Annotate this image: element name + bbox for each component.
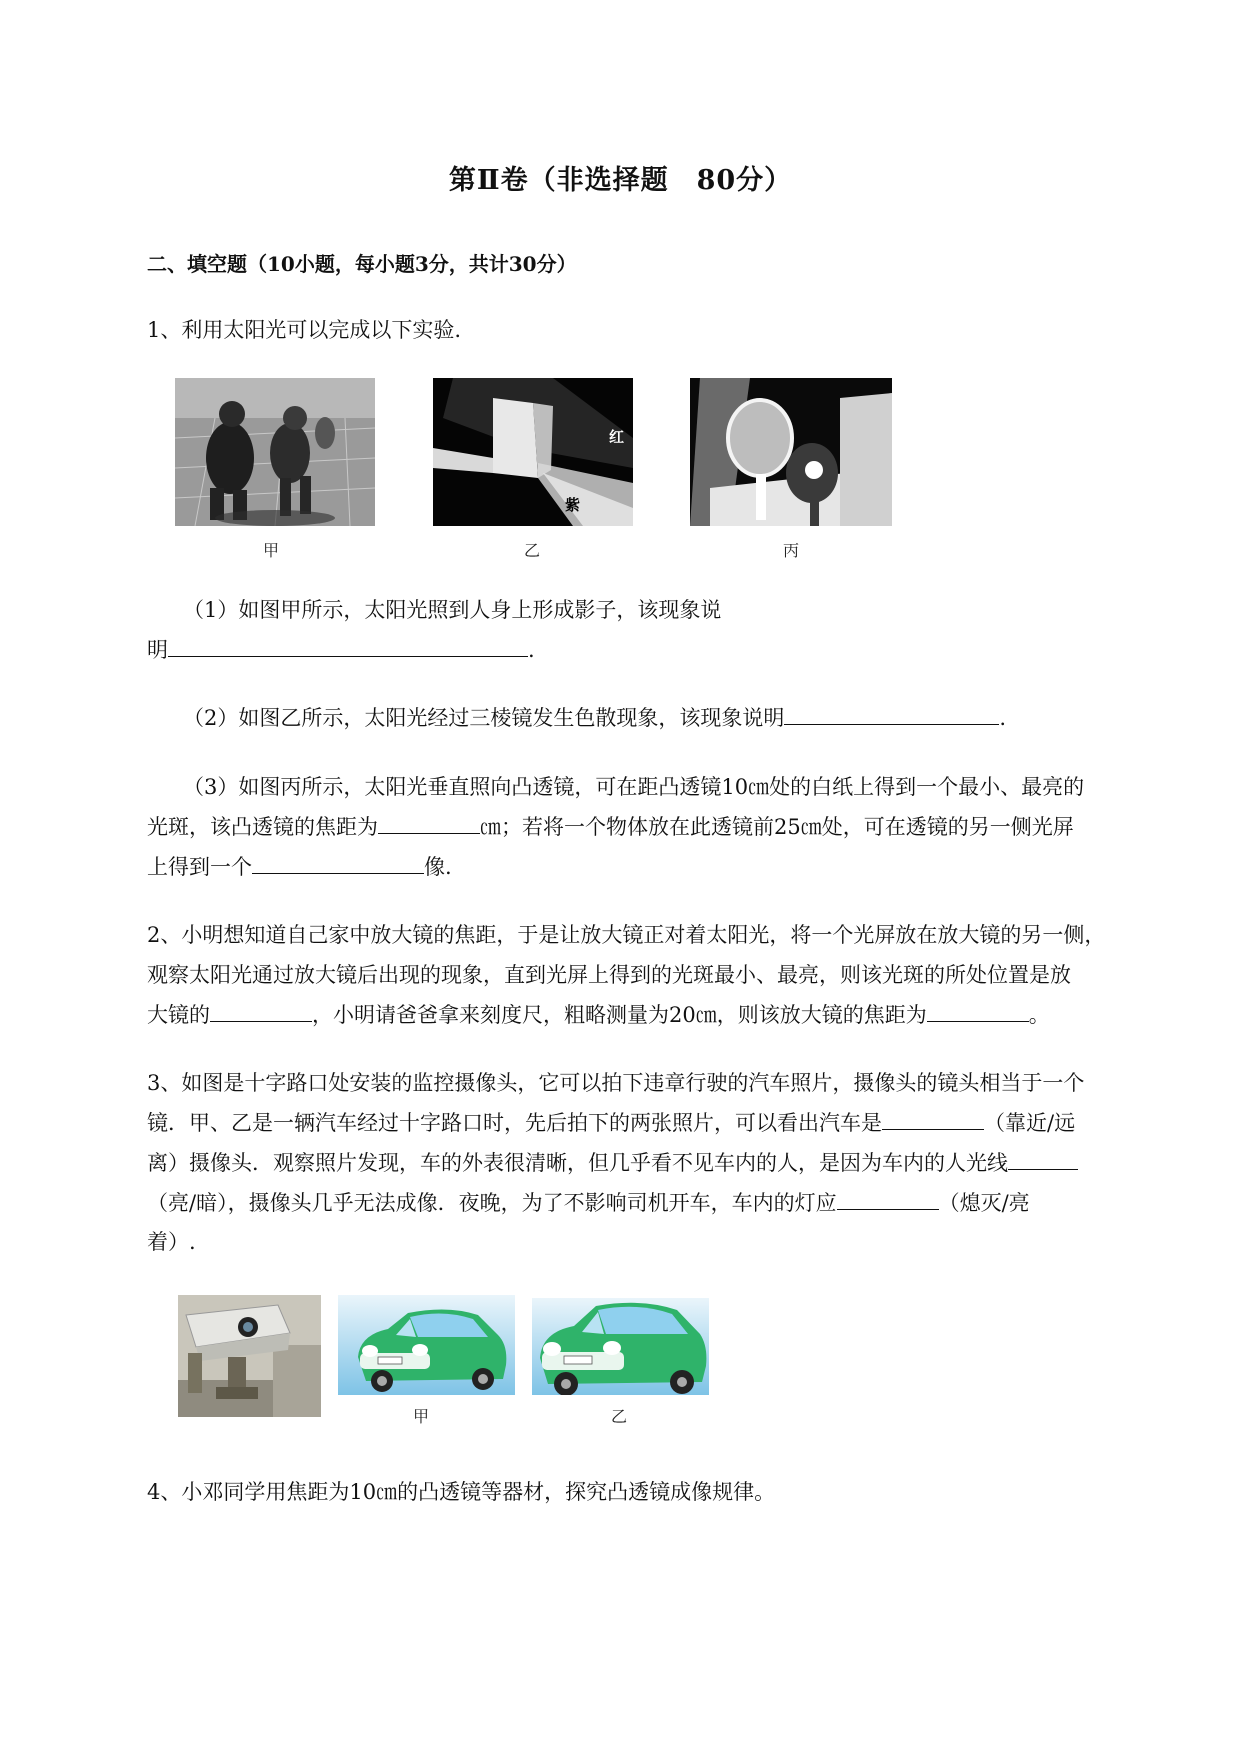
- q3-line3: [147, 1143, 1145, 1183]
- answer-blank[interactable]: [1008, 1143, 1078, 1170]
- q1-part1-line1: （1）如图甲所示，太阳光照到人身上形成影子，该现象说: [183, 598, 722, 622]
- q2-text-b: ，小明请爸爸拿来刻度尺，粗略测量为20㎝，则该放大镜的焦距为: [312, 1003, 927, 1027]
- q1-part3-line2: [147, 807, 1145, 847]
- q1-part2-end: .: [999, 706, 1007, 730]
- q3-text-4a: （亮/暗），摄像头几乎无法成像．夜晚，为了不影响司机开车，车内的灯应: [147, 1191, 837, 1215]
- answer-blank[interactable]: [837, 1183, 939, 1210]
- q1-part2: [183, 698, 1143, 738]
- answer-blank[interactable]: [378, 807, 480, 834]
- figure-caption-car-jia: 甲: [413, 1407, 430, 1426]
- answer-blank[interactable]: [784, 698, 999, 725]
- q1-part3-text-b: 光斑，该凸透镜的焦距为: [147, 815, 378, 839]
- q4-stem: 4、小邓同学用焦距为10㎝的凸透镜等器材，探究凸透镜成像规律。: [147, 1480, 776, 1504]
- figure-shadow-photo: [175, 378, 375, 526]
- q1-part1-prefix: 明: [147, 638, 168, 662]
- q1-part3-end: 像.: [424, 855, 452, 879]
- q1-stem: 1、利用太阳光可以完成以下实验.: [147, 318, 462, 342]
- q3-text-4b: （熄灭/亮: [938, 1191, 1030, 1215]
- paper-title: 第Ⅱ卷（非选择题 80分）: [448, 165, 793, 196]
- q2-line3: [147, 995, 1145, 1035]
- q1-part3-line3: [147, 847, 1145, 887]
- answer-blank[interactable]: [210, 995, 312, 1022]
- q1-part1-line2: [147, 630, 1145, 670]
- q1-part2-text: （2）如图乙所示，太阳光经过三棱镜发生色散现象，该现象说明: [183, 706, 785, 730]
- q3-line2: [147, 1103, 1145, 1143]
- q3-text-3a: 离）摄像头．观察照片发现，车的外表很清晰，但几乎看不见车内的人，是因为车内的人光线: [147, 1151, 1008, 1175]
- figure-car-photo-yi: [532, 1298, 709, 1395]
- q2-line2: 观察太阳光通过放大镜后出现的现象，直到光屏上得到的光斑最小、最亮，则该光斑的所处位置是放: [147, 963, 1071, 987]
- figure-prism-photo: [433, 378, 633, 526]
- figure-camera-photo: [178, 1295, 321, 1417]
- q3-line4: [147, 1183, 1145, 1223]
- q1-part1-end: .: [528, 638, 535, 662]
- q3-line1: 3、如图是十字路口处安装的监控摄像头，它可以拍下违章行驶的汽车照片，摄像头的镜头相当于一个: [147, 1071, 1085, 1095]
- answer-blank[interactable]: [927, 995, 1029, 1022]
- answer-blank[interactable]: [252, 847, 424, 874]
- figure-car-photo-jia: [338, 1295, 515, 1395]
- q1-part3-text-c: ㎝；若将一个物体放在此透镜前25㎝处，可在透镜的另一侧光屏: [480, 815, 1074, 839]
- q3-line5: 着）.: [147, 1230, 196, 1254]
- q2-line1: 2、小明想知道自己家中放大镜的焦距，于是让放大镜正对着太阳光，将一个光屏放在放大镜的另一侧，: [147, 923, 1106, 947]
- q3-text-2a: 镜．甲、乙是一辆汽车经过十字路口时，先后拍下的两张照片，可以看出汽车是: [147, 1111, 882, 1135]
- q1-part3-text-d: 上得到一个: [147, 855, 252, 879]
- figure-lens-photo: [690, 378, 892, 526]
- q2-end: 。: [1028, 1003, 1050, 1027]
- prism-label-red: 红: [609, 428, 625, 446]
- figure-caption-car-yi: 乙: [611, 1407, 628, 1426]
- section-heading: 二、填空题（10小题，每小题3分，共计30分）: [147, 252, 577, 276]
- answer-blank[interactable]: [168, 630, 528, 657]
- q2-text-a: 大镜的: [147, 1003, 210, 1027]
- figure-caption-yi: 乙: [524, 541, 541, 560]
- prism-label-violet: 紫: [565, 496, 581, 514]
- figure-caption-bing: 丙: [783, 541, 800, 560]
- q3-text-2b: （靠近/远: [984, 1111, 1076, 1135]
- figure-caption-jia: 甲: [263, 541, 280, 560]
- answer-blank[interactable]: [882, 1103, 984, 1130]
- q1-part3-line1: （3）如图丙所示，太阳光垂直照向凸透镜，可在距凸透镜10㎝处的白纸上得到一个最小、最亮的: [183, 775, 1085, 799]
